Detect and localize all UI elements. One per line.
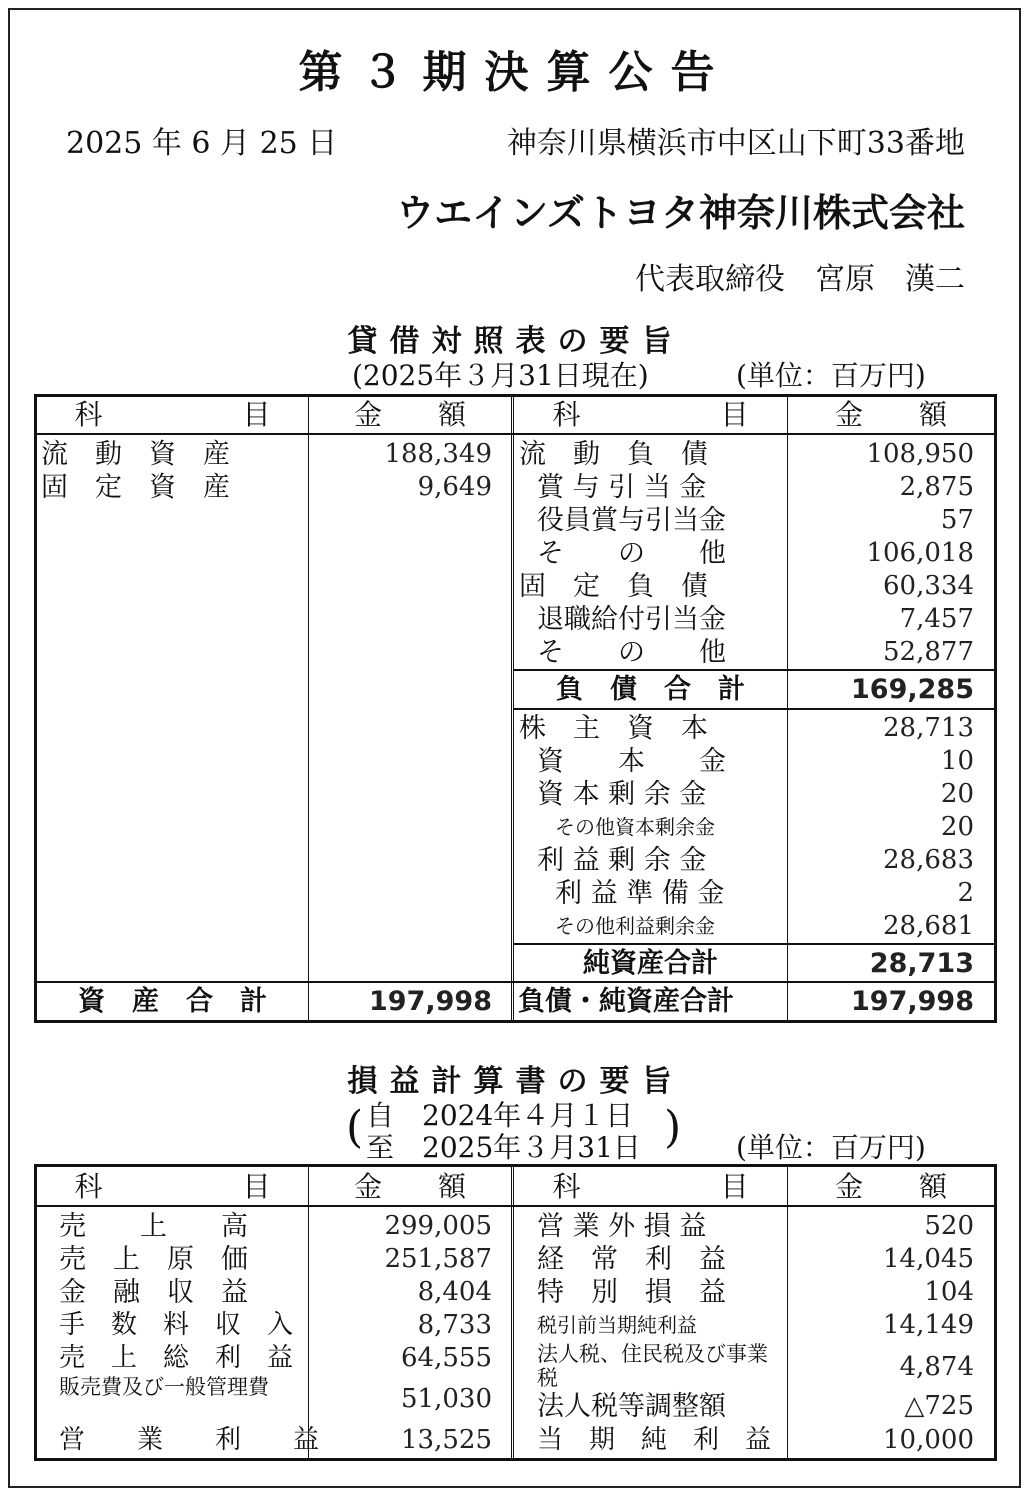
equity-label: 株 主 資 本	[519, 713, 708, 744]
equity-label: その他資本剰余金	[555, 815, 715, 839]
liability-label: 退職給付引当金	[537, 604, 726, 635]
grand-total-value: 197,998	[851, 986, 974, 1017]
equity-value: 28,681	[883, 911, 974, 941]
equity-value: 28,683	[883, 845, 974, 875]
liability-value: 108,950	[866, 439, 974, 469]
income-item-value: 51,030	[401, 1384, 492, 1414]
equity-label: 資 本 金	[537, 746, 726, 777]
income-item-value: 299,005	[384, 1211, 492, 1241]
income-item-label: 法人税、住民税及び事業税	[537, 1342, 768, 1390]
assets-total-label: 資 産 合 計	[78, 986, 267, 1017]
balance-sheet-date: (2025年３月31日現在)	[352, 359, 649, 392]
period-to: 至 2025年３月31日	[366, 1131, 641, 1164]
income-item-value: 14,045	[883, 1244, 974, 1274]
income-item-label: 法人税等調整額	[537, 1391, 726, 1422]
bs-right-item-header: 科 目	[552, 398, 749, 431]
equity-label: 利 益 準 備 金	[555, 878, 725, 909]
income-item-value: △725	[904, 1391, 974, 1421]
period-close-paren: )	[664, 1102, 682, 1153]
liability-value: 60,334	[883, 571, 974, 601]
liability-value: 57	[940, 505, 974, 535]
is-right-item-header: 科 目	[552, 1170, 749, 1203]
liability-label: 流 動 負 債	[519, 439, 708, 470]
income-item-label: 販売費及び一般管理費	[59, 1375, 269, 1399]
bs-left-amount-header: 金 額	[353, 398, 466, 431]
income-item-value: 14,149	[883, 1310, 974, 1340]
balance-sheet-title: 貸借対照表の要旨	[347, 324, 684, 359]
income-item-value: 10,000	[883, 1425, 974, 1455]
equity-value: 10	[940, 746, 974, 776]
liability-label: 賞 与 引 当 金	[537, 472, 707, 503]
income-item-label: 当 期 純 利 益	[537, 1425, 772, 1455]
income-item-label: 売 上 原 価	[59, 1244, 248, 1275]
income-item-value: 251,587	[384, 1244, 492, 1274]
equity-label: 資 本 剰 余 金	[537, 779, 707, 810]
income-item-label: 売 上 高	[59, 1211, 248, 1242]
income-item-label: 金 融 収 益	[59, 1277, 248, 1308]
equity-value: 20	[940, 812, 974, 842]
income-item-label: 営 業 外 損 益	[537, 1211, 707, 1242]
liability-label: 固 定 負 債	[519, 571, 708, 602]
liability-label: そ の 他	[537, 637, 726, 668]
bs-right-amount-header: 金 額	[834, 398, 947, 431]
income-item-label: 経 常 利 益	[537, 1244, 726, 1275]
equity-label: 利 益 剰 余 金	[537, 845, 707, 876]
equity-total-value: 28,713	[869, 948, 974, 979]
asset-value: 9,649	[417, 472, 492, 502]
balance-sheet-unit: (単位：百万円)	[736, 359, 926, 392]
bs-left-item-header: 科 目	[74, 398, 271, 431]
assets-total-value: 197,998	[369, 986, 492, 1017]
page-title: 第３期決算公告	[298, 47, 733, 98]
balance-sheet-table	[34, 394, 997, 1023]
income-item-label: 手 数 料 収 入	[59, 1310, 294, 1340]
liability-label: そ の 他	[537, 538, 726, 569]
income-item-value: 13,525	[401, 1425, 492, 1455]
income-item-value: 104	[924, 1277, 974, 1307]
is-left-amount-header: 金 額	[353, 1170, 466, 1203]
liabilities-total-label: 負 債 合 計	[556, 674, 745, 705]
income-item-value: 4,874	[899, 1352, 974, 1382]
asset-value: 188,349	[384, 439, 492, 469]
asset-label: 流 動 資 産	[41, 439, 230, 470]
income-item-label: 特 別 損 益	[537, 1277, 726, 1308]
representative: 代表取締役 宮原 漢二	[635, 262, 965, 297]
period-from: 自 2024年４月１日	[366, 1099, 634, 1132]
liability-label: 役員賞与引当金	[537, 505, 726, 536]
grand-total-label: 負債・純資産合計	[518, 986, 734, 1017]
liabilities-total-value: 169,285	[851, 674, 974, 705]
period-open-paren: (	[346, 1102, 364, 1153]
income-statement-unit: (単位：百万円)	[736, 1131, 926, 1164]
income-statement-table	[34, 1164, 997, 1461]
equity-value: 28,713	[883, 713, 974, 743]
equity-value: 2	[957, 878, 974, 908]
announcement-date: 2025 年 6 月 25 日	[66, 126, 338, 161]
income-item-value: 8,404	[417, 1277, 492, 1307]
income-item-value: 8,733	[417, 1310, 492, 1340]
asset-label: 固 定 資 産	[41, 472, 230, 503]
is-left-item-header: 科 目	[74, 1170, 271, 1203]
liability-value: 7,457	[899, 604, 974, 634]
income-item-label: 税引前当期純利益	[537, 1313, 697, 1337]
company-address: 神奈川県横浜市中区山下町33番地	[506, 126, 965, 161]
liability-value: 52,877	[883, 637, 974, 667]
income-statement-title: 損益計算書の要旨	[347, 1064, 684, 1099]
equity-value: 20	[940, 779, 974, 809]
income-item-value: 520	[924, 1211, 974, 1241]
equity-total-label: 純資産合計	[583, 948, 718, 979]
liability-value: 106,018	[866, 538, 974, 568]
equity-label: その他利益剰余金	[555, 914, 715, 938]
liability-value: 2,875	[899, 472, 974, 502]
income-item-value: 64,555	[401, 1343, 492, 1373]
is-right-amount-header: 金 額	[834, 1170, 947, 1203]
income-item-label: 営 業 利 益	[59, 1425, 320, 1455]
company-name: ウエインズトヨタ神奈川株式会社	[396, 191, 965, 235]
income-item-label: 売 上 総 利 益	[59, 1343, 294, 1373]
